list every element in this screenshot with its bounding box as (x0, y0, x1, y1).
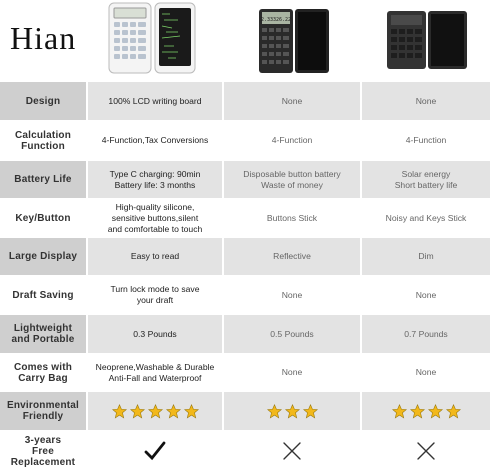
row-label: Environmental Friendly (0, 392, 88, 430)
cell-p3: 0.7 Pounds (362, 315, 490, 353)
star-icon (303, 404, 318, 419)
row-label: Battery Life (0, 161, 88, 198)
cell-p1: 0.3 Pounds (88, 315, 224, 353)
cell-p1: 100% LCD writing board (88, 82, 224, 120)
row-label: 3-years Free Replacement (0, 431, 88, 471)
cross-icon (281, 440, 303, 462)
star-rating (112, 404, 199, 419)
table-row (0, 392, 490, 430)
cell-p2 (224, 431, 362, 471)
cell-p2: 0.5 Pounds (224, 315, 362, 353)
table-row (0, 199, 490, 237)
star-icon (446, 404, 461, 419)
cell-p3: Noisy and Keys Stick (385, 212, 467, 223)
row-label: Draft Saving (0, 276, 88, 314)
cell-p2: Disposable button battery Waste of money (224, 161, 362, 198)
check-icon (144, 440, 166, 462)
cell-p2: 4-Function (224, 121, 362, 160)
cell-p2: None (224, 276, 362, 314)
product-image-competitor-b (386, 10, 468, 70)
display-readout: 2.33326.22 (260, 17, 292, 23)
cell-p3 (362, 392, 490, 430)
star-icon (428, 404, 443, 419)
cell-p1: High-quality silicone, sensitive buttons,silent and comfortable to touch (88, 199, 224, 237)
cell-p1: Neoprene,Washable & Durable Anti-Fall and Waterproof (88, 354, 224, 391)
star-icon (112, 404, 127, 419)
cell-p2 (224, 392, 362, 430)
cell-p1 (88, 431, 224, 471)
table-row (0, 315, 490, 353)
row-label: Large Display (0, 238, 88, 275)
table-row (0, 82, 490, 120)
row-label: Calculation Function (0, 121, 88, 160)
cell-p3: Dim (362, 238, 490, 275)
row-label: Design (0, 82, 88, 120)
cross-icon (415, 440, 437, 462)
table-row (0, 431, 490, 471)
table-row (0, 238, 490, 275)
cell-p3 (362, 431, 490, 471)
cell-p3: 4-Function (405, 135, 447, 145)
star-rating (392, 404, 461, 419)
star-icon (410, 404, 425, 419)
star-icon (267, 404, 282, 419)
brand-logo: Hian (10, 20, 77, 56)
cell-p1: 4-Function,Tax Conversions (88, 121, 224, 160)
cell-p3: Solar energy Short battery life (362, 161, 490, 198)
star-icon (392, 404, 407, 419)
cell-p1: Turn lock mode to save your draft (88, 276, 224, 314)
cell-p1: Easy to read (88, 238, 224, 275)
star-icon (166, 404, 181, 419)
table-row (0, 121, 490, 160)
cell-p1 (88, 392, 224, 430)
table-row (0, 276, 490, 314)
product-image-hian (108, 2, 198, 76)
row-label: Lightweight and Portable (0, 315, 88, 353)
cell-p3: None (415, 367, 437, 377)
cell-p2: None (224, 354, 362, 391)
cell-p3: None (362, 82, 490, 120)
row-label: Comes with Carry Bag (0, 354, 88, 391)
star-icon (148, 404, 163, 419)
row-label: Key/Button (0, 199, 88, 237)
table-row (0, 161, 490, 198)
cell-p3: None (415, 289, 437, 300)
star-icon (285, 404, 300, 419)
cell-p2: Reflective (224, 238, 362, 275)
cell-p2: Buttons Stick (224, 199, 362, 237)
star-icon (184, 404, 199, 419)
product-image-competitor-a (258, 8, 330, 74)
table-row (0, 354, 490, 391)
star-rating (267, 404, 318, 419)
cell-p1: Type C charging: 90min Battery life: 3 months (88, 161, 224, 198)
star-icon (130, 404, 145, 419)
cell-p2: None (224, 82, 362, 120)
